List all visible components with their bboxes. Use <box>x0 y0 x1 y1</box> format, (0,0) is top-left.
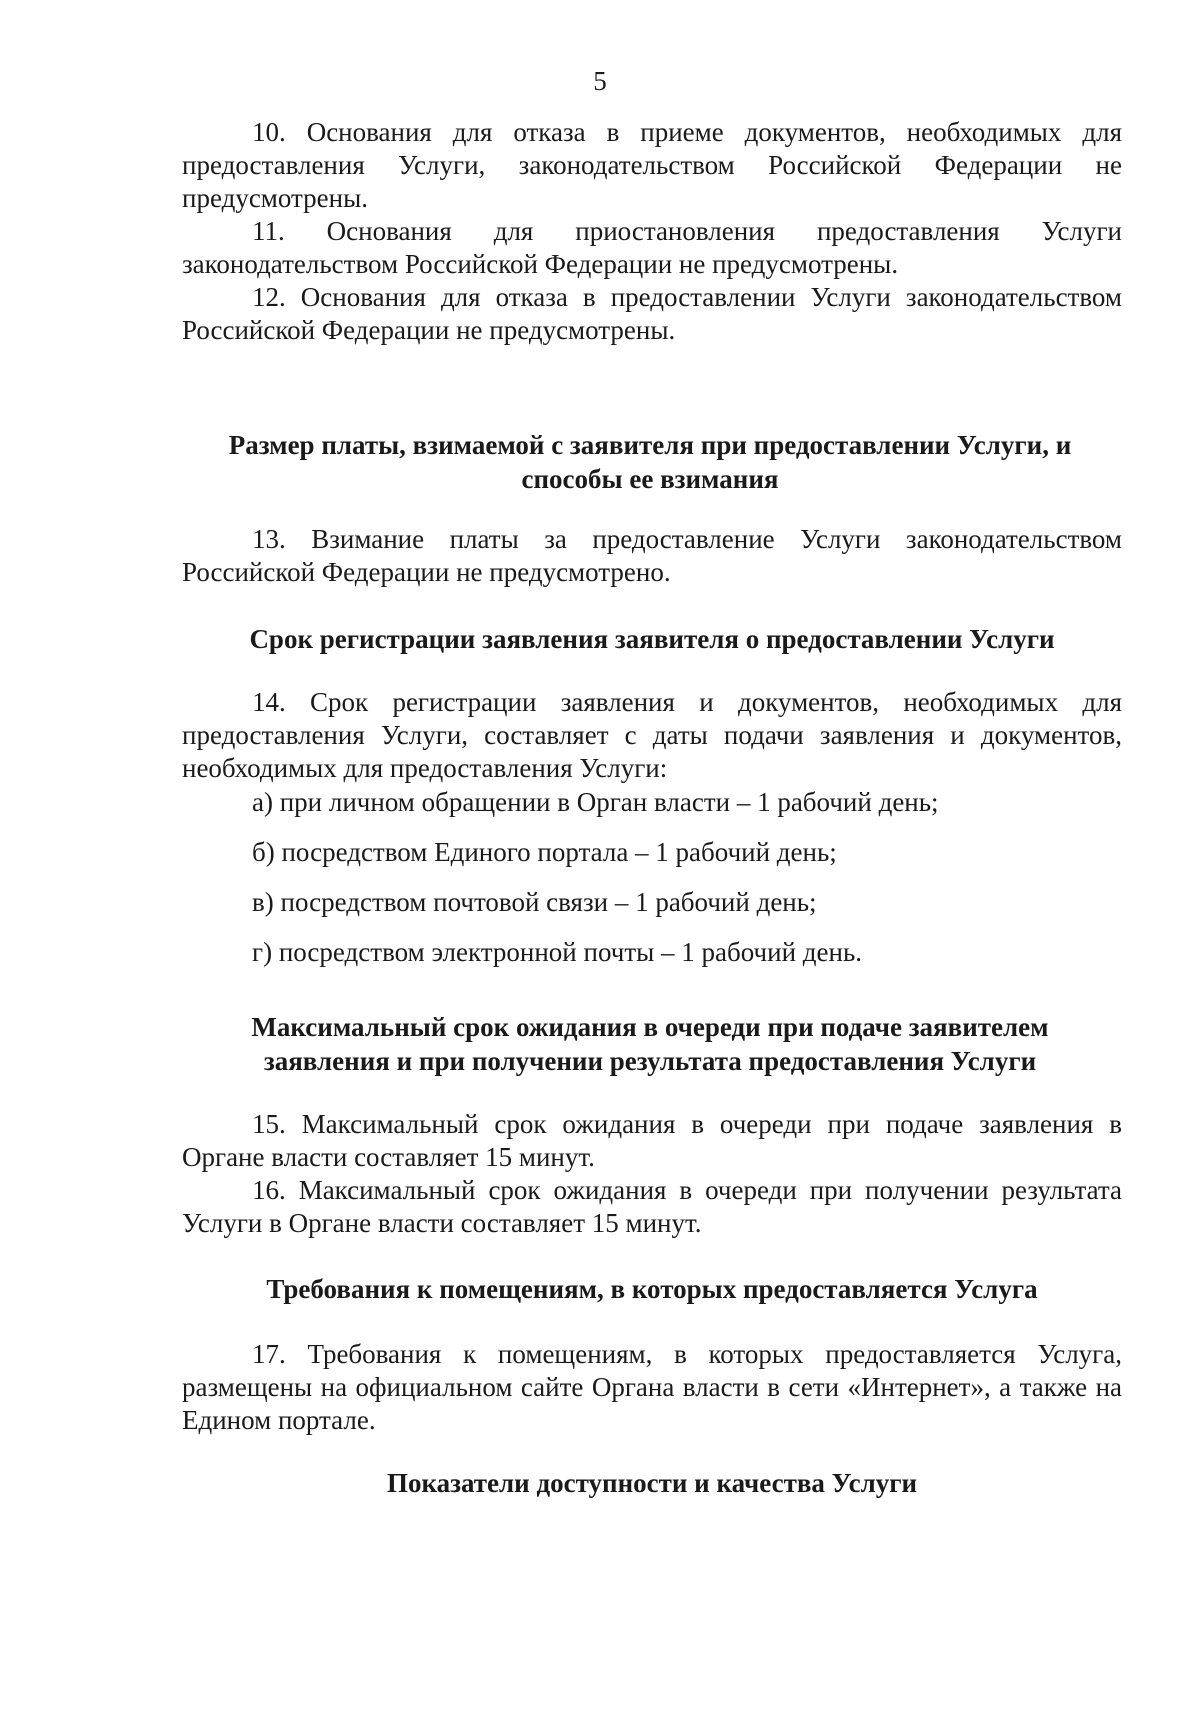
list-item-v: в) посредством почтовой связи – 1 рабочий день; <box>252 887 817 917</box>
paragraph-13-block <box>182 523 1122 589</box>
heading-premises: Требования к помещениям, в которых предоставляется Услуга <box>266 1274 1038 1304</box>
heading-indicators-block <box>182 1466 1122 1500</box>
paragraph-17-block <box>182 1338 1122 1437</box>
paragraph-13: 13. Взимание платы за предоставление Услуги законодательством Российской Федерации не предусмотрено. <box>182 524 1122 587</box>
page-number: 5 <box>593 66 607 96</box>
heading-queue: Максимальный срок ожидания в очереди при подаче заявителем заявления и при получении результата предоставления Услуги <box>251 1012 1049 1076</box>
heading-premises-block <box>182 1272 1122 1306</box>
paragraphs-10-12 <box>182 116 1122 347</box>
paragraph-15: 15. Максимальный срок ожидания в очереди при подаче заявления в Органе власти составляет 15 минут. <box>182 1109 1122 1172</box>
list-item-b: б) посредством Единого портала – 1 рабочий день; <box>252 837 837 867</box>
paragraphs-15-16 <box>182 1108 1122 1240</box>
list-item-b-block <box>182 836 1122 869</box>
list-item-v-block <box>182 886 1122 919</box>
paragraph-16: 16. Максимальный срок ожидания в очереди при получении результата Услуги в Органе власти составляет 15 минут. <box>182 1175 1122 1238</box>
paragraph-14-block <box>182 686 1122 785</box>
heading-registration: Срок регистрации заявления заявителя о предоставлении Услуги <box>249 624 1055 654</box>
paragraph-11: 11. Основания для приостановления предоставления Услуги законодательством Российской Федерации не предусмотрены. <box>182 216 1122 279</box>
list-item-g: г) посредством электронной почты – 1 рабочий день. <box>252 937 863 967</box>
paragraph-12: 12. Основания для отказа в предоставлении Услуги законодательством Российской Федерации не предусмотрены. <box>182 282 1122 345</box>
list-item-g-block <box>182 936 1122 969</box>
heading-queue-block <box>200 1010 1100 1078</box>
paragraph-14: 14. Срок регистрации заявления и документов, необходимых для предоставления Услуги, составляет с даты подачи заявления и документов, необходимых для предоставления Услуги: <box>182 687 1122 783</box>
paragraph-17: 17. Требования к помещениям, в которых предоставляется Услуга, размещены на официальном сайте Органа власти в сети «Интернет», а также на Едином портале. <box>182 1339 1122 1435</box>
list-item-a-block <box>182 786 1122 819</box>
heading-indicators: Показатели доступности и качества Услуги <box>386 1468 918 1498</box>
heading-registration-block <box>182 622 1122 656</box>
heading-fee: Размер платы, взимаемой с заявителя при предоставлении Услуги, и способы ее взимания <box>228 430 1072 494</box>
paragraph-10: 10. Основания для отказа в приеме документов, необходимых для предоставления Услуги, законодательством Российской Федерации не предусмотрены. <box>182 117 1122 213</box>
list-item-a: а) при личном обращении в Орган власти – 1 рабочий день; <box>252 787 939 817</box>
heading-fee-block <box>200 428 1100 496</box>
